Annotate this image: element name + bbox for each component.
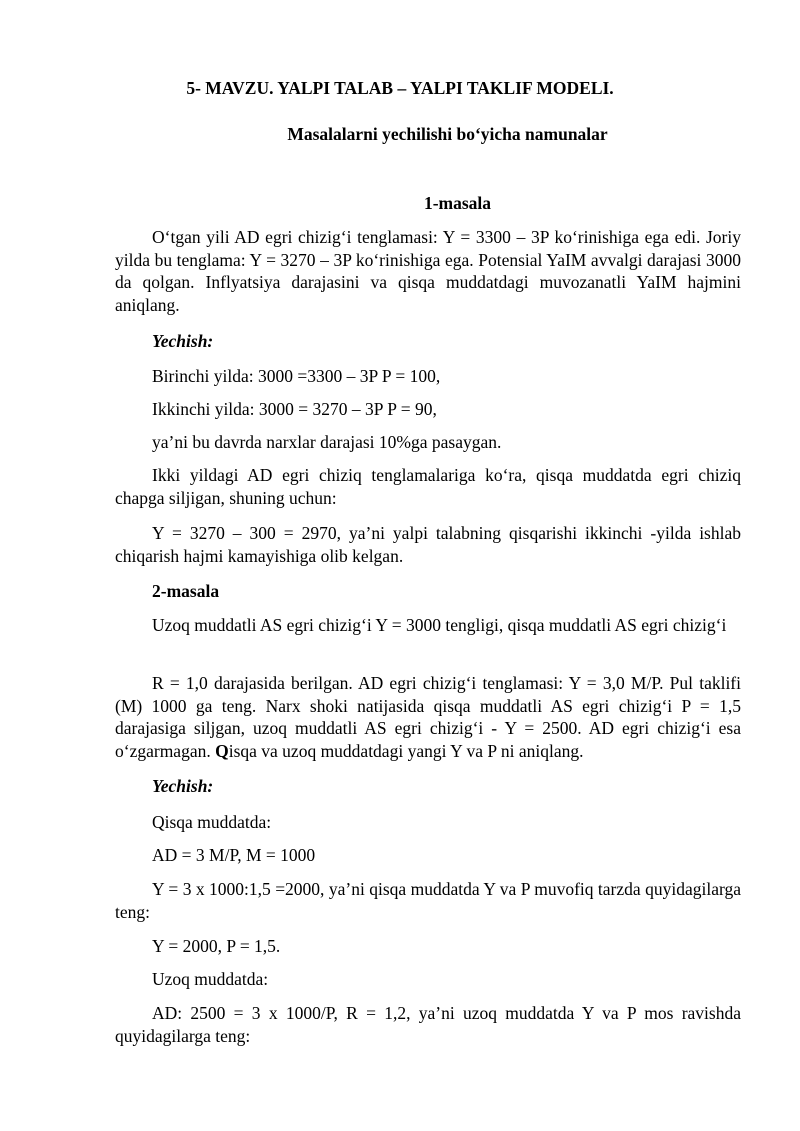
problem-2-short-run-label: Qisqa muddatda: — [152, 812, 272, 832]
problem-1-solution-label: Yechish: — [152, 331, 214, 351]
problem-1-step-4: Ikki yildagi AD egri chiziq tenglamalariga ko‘ra, qisqa muddatda egri chiziq chapga siljigan, shuning uchun: — [115, 465, 741, 508]
problem-2-equation-1: AD = 3 M/P, M = 1000 — [152, 845, 316, 865]
page-subtitle: Masalalarni yechilishi bo‘yicha namunalar — [287, 124, 608, 144]
problem-2-text-2-bold-letter: Q — [215, 741, 229, 762]
problem-2-long-run-label: Uzoq muddatda: — [152, 969, 269, 989]
problem-2-equation-3: Y = 2000, P = 1,5. — [152, 936, 281, 956]
problem-2-equation-4: AD: 2500 = 3 x 1000/P, R = 1,2, ya’ni uzoq muddatda Y va P mos ravishda quyidagilarga teng: — [115, 1003, 741, 1046]
problem-2-text-2-start: R = 1,0 darajasida berilgan. AD egri chizig‘i tenglamasi: Y = 3,0 M/P. Pul taklifi (M) 1000 ga teng. Narx shoki natijasida qisqa muddatli AS egri chizig‘i P = 1,5 darajasiga siljgan, uzoq muddatli AS egri chizig‘i - Y = 2500. AD egri chizig‘i esa o‘zgarmagan. — [115, 673, 741, 762]
problem-2-text-2-end: isqa va uzoq muddatdagi yangi Y va P ni aniqlang. — [228, 741, 584, 762]
problem-2-heading: 2-masala — [152, 581, 220, 601]
problem-2-text-2 — [115, 672, 741, 763]
problem-1-step-5: Y = 3270 – 300 = 2970, ya’ni yalpi talabning qisqarishi ikkinchi -yilda ishlab chiqarish hajmi kamayishiga olib kelgan. — [115, 523, 741, 566]
problem-1-heading: 1-masala — [423, 193, 492, 213]
problem-1-text: O‘tgan yili AD egri chizig‘i tenglamasi: Y = 3300 – 3P ko‘rinishiga ega edi. Joriy yilda bu tenglama: Y = 3270 – 3P ko‘rinishiga ega. Potensial YaIM avvalgi darajasi 3000 da qolgan. Inflyatsiya darajasini va qisqa muddatdagi muvozanatli YaIM hajmini aniqlang. — [115, 227, 741, 316]
problem-1-step-3: ya’ni bu davrda narxlar darajasi 10%ga pasaygan. — [152, 432, 502, 452]
problem-1-step-2: Ikkinchi yilda: 3000 = 3270 – 3P P = 90, — [152, 399, 437, 419]
page-title: 5- MAVZU. YALPI TALAB – YALPI TAKLIF MODELI. — [186, 78, 614, 98]
problem-2-text-1: Uzoq muddatli AS egri chizig‘i Y = 3000 tengligi, qisqa muddatli AS egri chizig‘i — [152, 615, 727, 635]
problem-1-step-1: Birinchi yilda: 3000 =3300 – 3P P = 100, — [152, 366, 441, 386]
problem-2-equation-2: Y = 3 x 1000:1,5 =2000, ya’ni qisqa muddatda Y va P muvofiq tarzda quyidagilarga teng: — [115, 879, 741, 922]
problem-2-solution-label: Yechish: — [152, 776, 214, 796]
